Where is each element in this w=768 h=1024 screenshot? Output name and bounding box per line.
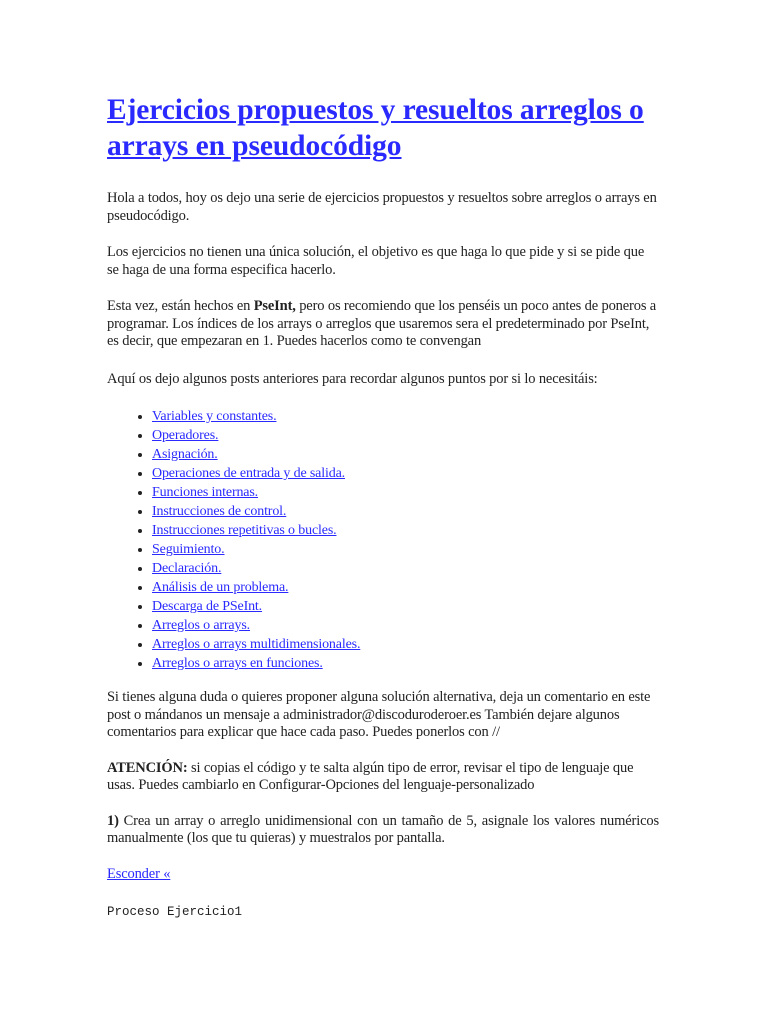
post-link-entrada-salida[interactable]: Operaciones de entrada y de salida. xyxy=(152,466,345,481)
list-item xyxy=(152,445,659,464)
exercise-paragraph xyxy=(107,813,659,848)
post-link-declaracion[interactable]: Declaración. xyxy=(152,561,222,576)
list-item xyxy=(152,635,659,654)
post-link-seguimiento[interactable]: Seguimiento. xyxy=(152,542,225,557)
tool-post-text: pero os recomiendo que los penséis un poco antes de poneros a programar. Los índices de los arrays o arreglos que usaremos sera el predeterminado por PseInt, es decir, que empezaran en 1. Puedes hacerlos como te convengan xyxy=(107,298,657,349)
exercise-number: 1) xyxy=(107,812,119,829)
post-link-funciones[interactable]: Arreglos o arrays en funciones. xyxy=(152,656,323,671)
exercise-text: Crea un array o arreglo unidimensional con un tamaño de 5, asignale los valores numéricos manualmente (los que tu quieras) y muestralos por pantalla. xyxy=(107,812,659,846)
post-link-multidimensionales[interactable]: Arreglos o arrays multidimensionales. xyxy=(152,637,361,652)
post-link-bucles[interactable]: Instrucciones repetitivas o bucles. xyxy=(152,523,337,538)
post-link-asignacion[interactable]: Asignación. xyxy=(152,447,218,462)
warning-text: si copias el código y te salta algún tipo de error, revisar el tipo de lenguaje que usas. Puedes cambiarlo en Configurar-Opciones del lenguaje-personalizado xyxy=(107,759,634,793)
page-title[interactable] xyxy=(107,92,659,164)
list-item xyxy=(152,540,659,559)
post-link-funciones-internas[interactable]: Funciones internas. xyxy=(152,485,259,500)
tool-paragraph xyxy=(107,298,659,351)
article xyxy=(107,92,659,920)
list-item xyxy=(152,407,659,426)
code-block: Proceso Ejercicio1 xyxy=(107,905,243,919)
toggle-paragraph xyxy=(107,866,659,884)
list-item xyxy=(152,578,659,597)
list-item xyxy=(152,464,659,483)
warning-paragraph xyxy=(107,760,659,795)
list-item xyxy=(152,483,659,502)
note-paragraph: Los ejercicios no tienen una única solución, el objetivo es que haga lo que pide y si se pide que se haga de una forma especifica hacerlo. xyxy=(107,244,645,278)
list-item xyxy=(152,654,659,673)
list-item xyxy=(152,559,659,578)
posts-intro: Aquí os dejo algunos posts anteriores para recordar algunos puntos por si lo necesitáis: xyxy=(107,370,598,387)
title-link[interactable]: Ejercicios propuestos y resueltos arreglos o arrays en pseudocódigo xyxy=(107,94,644,162)
list-item xyxy=(152,597,659,616)
tool-name: PseInt, xyxy=(253,298,296,314)
warning-label: ATENCIÓN: xyxy=(107,759,188,776)
list-item xyxy=(152,616,659,635)
related-posts-list xyxy=(107,407,659,673)
post-link-arreglos[interactable]: Arreglos o arrays. xyxy=(152,618,250,633)
post-link-analisis[interactable]: Análisis de un problema. xyxy=(152,580,289,595)
tool-pre-text: Esta vez, están hechos en xyxy=(107,298,254,314)
post-link-instrucciones-control[interactable]: Instrucciones de control. xyxy=(152,504,287,519)
post-link-variables[interactable]: Variables y constantes. xyxy=(152,409,277,424)
post-link-operadores[interactable]: Operadores. xyxy=(152,428,219,443)
intro-paragraph: Hola a todos, hoy os dejo una serie de ejercicios propuestos y resueltos sobre arreglos o arrays en pseudocódigo. xyxy=(107,190,657,224)
hide-code-link[interactable]: Esconder « xyxy=(107,865,171,882)
list-item xyxy=(152,502,659,521)
contact-paragraph: Si tienes alguna duda o quieres proponer alguna solución alternativa, deja un comentario en este post o mándanos un mensaje a administrador@discoduroderoer.es También dejare algunos comentarios para explicar que hace cada paso. Puedes ponerlos con // xyxy=(107,689,651,740)
list-item xyxy=(152,426,659,445)
list-item xyxy=(152,521,659,540)
post-link-descarga[interactable]: Descarga de PSeInt. xyxy=(152,599,263,614)
